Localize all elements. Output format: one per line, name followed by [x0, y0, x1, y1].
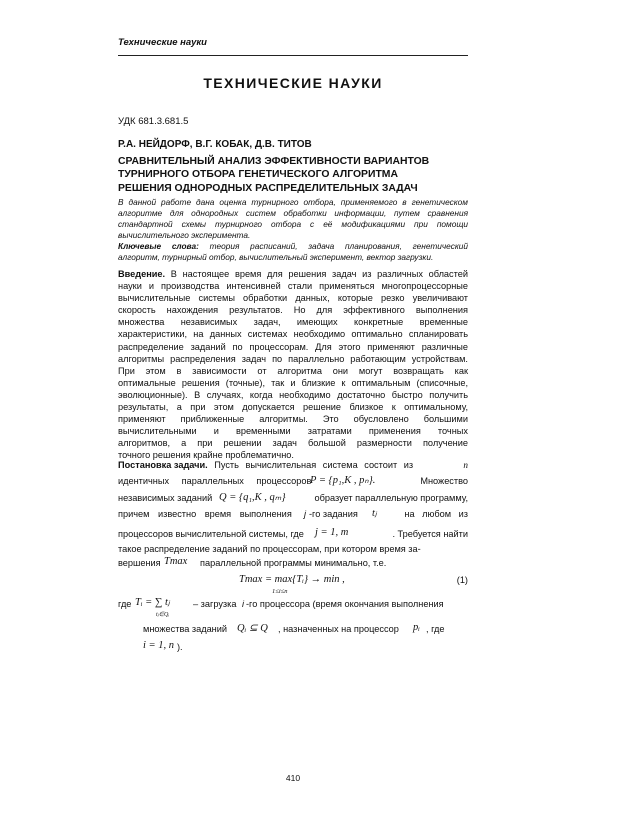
keywords-label: Ключевые слова:	[118, 241, 199, 251]
intro-line: характеристики, на данных системах необходимо оптимально спланировать	[118, 329, 468, 340]
equation-1-number: (1)	[456, 575, 468, 585]
title-line: ТУРНИРНОГО ОТБОРА ГЕНЕТИЧЕСКОГО АЛГОРИТМА	[118, 169, 398, 181]
problem-text: Пусть вычислительная система состоит из	[207, 460, 414, 470]
intro-line: результаты, а при этом допускается решение близкое к оптимальному,	[118, 402, 468, 413]
page-number: 410	[285, 773, 301, 783]
problem-text: причем известно время выполнения	[118, 509, 292, 519]
authors: Р.А. НЕЙДОРФ, В.Г. КОБАК, Д.В. ТИТОВ	[118, 139, 312, 150]
problem-line-10	[118, 640, 468, 656]
problem-text: независимых заданий	[118, 493, 213, 503]
intro-line: оптимальные решения (точные), так и близкие к оптимальным (списочные,	[118, 377, 468, 388]
var-j: j	[304, 509, 307, 519]
intro-line: алгоритмы распределения задач по параллельно работающим устройствам.	[118, 353, 468, 364]
formula-pi: pᵢ	[413, 622, 420, 633]
formula-t: tⱼ	[372, 508, 377, 519]
abstract-line: вычислительного эксперимента.	[118, 229, 251, 240]
formula-sum-sub: tⱼ∈Qᵢ	[156, 612, 170, 618]
equation-1-sub: 1≤i≤n	[272, 588, 288, 595]
intro-line: распределение заданий по процессорам. Для этого применяют различные	[118, 341, 468, 352]
intro-line: При этом в зависимости от алгоритма они могут возвращать как	[118, 365, 468, 376]
problem-text: . Требуется найти	[392, 529, 468, 539]
formula-j-range: j = 1, m	[315, 527, 349, 538]
var-n: n	[463, 460, 468, 470]
intro-text: В настоящее время для решения задач из различных областей	[165, 269, 468, 279]
problem-line-6: такое распределение заданий по процессорам, при котором время за-	[118, 544, 421, 554]
abstract-line: алгоритме для однородных систем обработки информации, путем сравнения	[118, 207, 468, 218]
intro-label: Введение.	[118, 269, 166, 279]
problem-line-7	[118, 556, 468, 572]
intro-line: применяют приближенные алгоритмы. Это обусловлено большими	[118, 414, 468, 425]
problem-label: Постановка задачи.	[118, 460, 208, 470]
problem-text: ).	[177, 642, 183, 652]
problem-text: , назначенных на процессор	[278, 624, 399, 634]
problem-text: процессоров вычислительной системы, где	[118, 529, 304, 539]
problem-text: -го задания	[309, 509, 358, 519]
formula-Qi: Qᵢ ⊆ Q	[237, 623, 268, 634]
keywords	[118, 241, 468, 263]
problem-text: на любом из	[404, 509, 468, 519]
udc-code: УДК 681.3.681.5	[118, 116, 189, 127]
running-header: Технические науки	[118, 37, 207, 48]
header-rule	[118, 55, 468, 56]
abstract-line: стандартной схемы турнирного отбора с её модификациями при помощи	[118, 218, 468, 229]
intro-line	[118, 268, 468, 280]
intro-line: скорость нахождения результатов. Но для эффективного выполнения	[118, 305, 468, 316]
problem-line-3	[118, 491, 468, 507]
var-i: i	[242, 599, 245, 609]
title-line: СРАВНИТЕЛЬНЫЙ АНАЛИЗ ЭФФЕКТИВНОСТИ ВАРИАНТОВ	[118, 156, 430, 167]
problem-text: множества заданий	[143, 624, 228, 634]
formula-i-range: i = 1, n	[143, 640, 175, 651]
intro-line: множества независимых задач, имеющих конкретные временные	[118, 317, 468, 328]
formula-Ti-sum: Tᵢ = ∑ tⱼ	[135, 597, 170, 608]
problem-text: Множество	[420, 476, 468, 486]
intro-line: точного решения крайне проблематично.	[118, 450, 294, 461]
intro-line: эволюционные). В случаях, когда необходимо достаточно быстро получить	[118, 389, 468, 400]
equation-1-body: Tmax = max{Tᵢ} → min ,	[239, 574, 345, 585]
problem-line-2	[118, 474, 468, 490]
title-line: РЕШЕНИЯ ОДНОРОДНЫХ РАСПРЕДЕЛИТЕЛЬНЫХ ЗАДАЧ	[118, 182, 418, 194]
formula-Q: Q = {q₁,K , qₘ}	[219, 492, 286, 503]
formula-Tmax: Tmax	[164, 556, 188, 567]
intro-line: науки и производства интенсивней стали применяться многопроцессорные	[118, 281, 468, 292]
problem-text: образует параллельную программу,	[314, 493, 468, 503]
problem-text: идентичных параллельных процессоров	[118, 476, 312, 486]
intro-line: вычислительными и временными затратами применения точных	[118, 426, 468, 437]
keywords-line	[118, 241, 468, 252]
keywords-text: теория расписаний, задача планирования, генетический	[198, 241, 468, 251]
keywords-line: алгоритм, турнирный отбор, вычислительный эксперимент, вектор загрузки.	[118, 251, 434, 262]
formula-P: P = {p₁,K , pₙ}.	[310, 475, 376, 486]
intro-line: вычислительные системы обработки данных, которые резко увеличивают	[118, 293, 468, 304]
intro-line: алгоритмов, а при решении задач большой размерности получение	[118, 438, 468, 449]
problem-text: вершения	[118, 558, 161, 568]
problem-line-8	[118, 594, 468, 620]
problem-text: где	[118, 599, 132, 609]
problem-line-5	[118, 527, 468, 543]
problem-text: параллельной программы минимально, т.е.	[200, 558, 387, 568]
problem-text: , где	[426, 624, 445, 634]
problem-line-1	[118, 459, 468, 471]
problem-line-9	[118, 622, 468, 638]
article-title	[118, 155, 478, 195]
abstract	[118, 197, 468, 241]
introduction	[118, 268, 468, 462]
section-title: ТЕХНИЧЕСКИЕ НАУКИ	[203, 75, 383, 91]
problem-text: -го процессора (время окончания выполнения	[246, 599, 444, 609]
problem-line-4	[118, 507, 468, 523]
problem-text: – загрузка	[193, 599, 237, 609]
abstract-line: В данной работе дана оценка турнирного отбора, применяемого в генетическом	[118, 197, 468, 207]
